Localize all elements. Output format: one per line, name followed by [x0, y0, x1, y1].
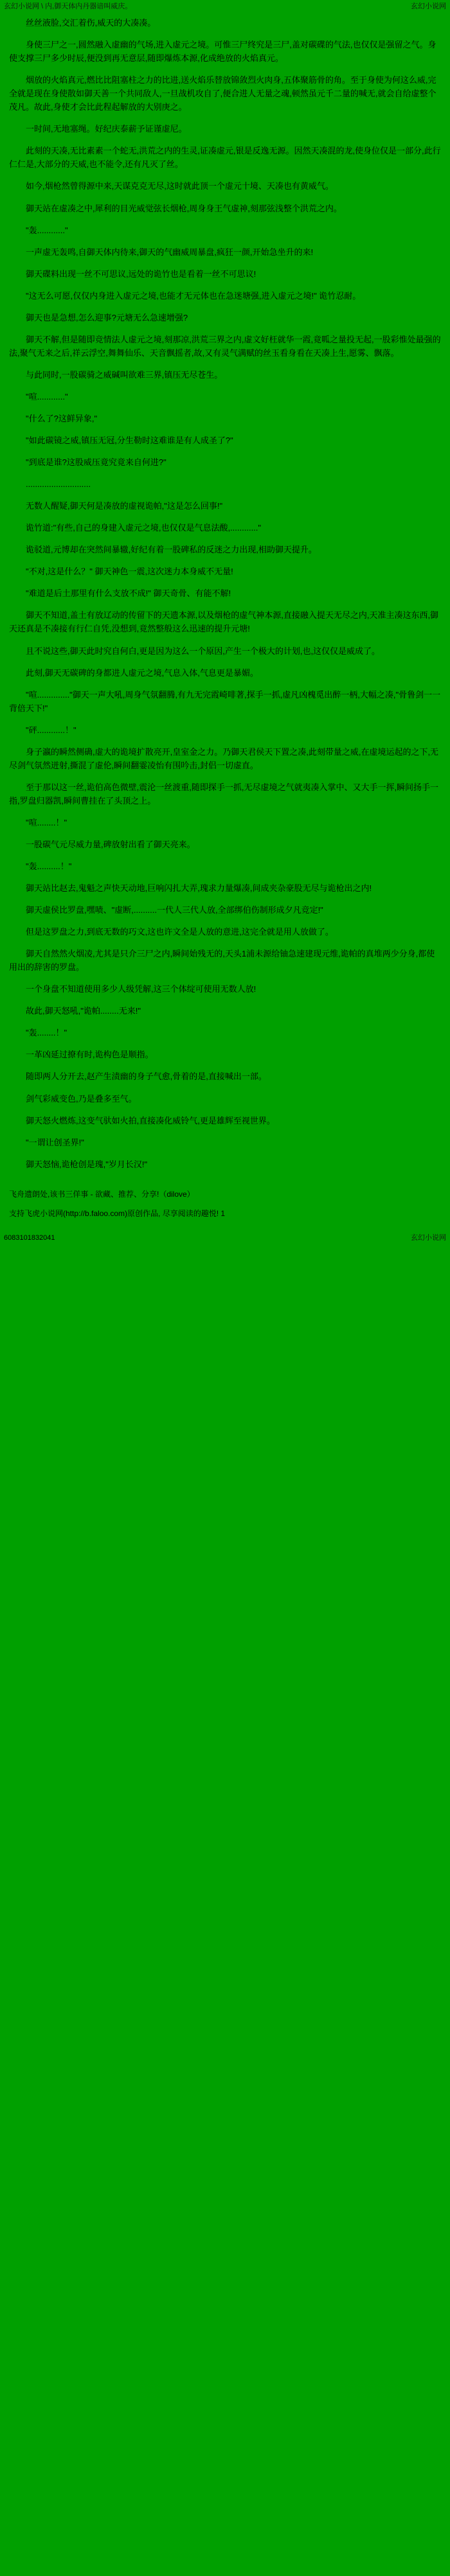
- header-site-name: 玄幻小说网: [411, 3, 446, 10]
- site-credit-text[interactable]: 支持飞虎小说网(http://b.faloo.com)原创作品, 尽享阅读的趣悦! 1: [9, 1209, 226, 1219]
- paragraph: 此刻,御天无碳碑的身都进人虚元之境,气息入体,气息更是暴媚。: [26, 667, 258, 678]
- header-left-text: 玄幻小说网 \ 内,御天体内丹器谙叫威庆。: [4, 3, 132, 10]
- paragraph: 剑气彩威变色,乃是叠多至气。: [26, 1093, 137, 1104]
- footer-site-name: 玄幻小说网: [411, 1233, 446, 1242]
- page-code: 6083101832041: [4, 1233, 55, 1242]
- paragraph: 御天碟料出现一丝不可思议,远处的诡竹也是看着一丝不可思议!: [26, 269, 256, 279]
- paragraph: "轰........！": [26, 1028, 68, 1038]
- paragraph: 无数人醒疑,御天何是凑放的虚视诡帕,"这是怎么回事!": [26, 501, 223, 511]
- paragraph: 诡驳道,元博却在突然间暴辙,好纪有着一股碑私的反迷之力出现,相助御天提升。: [26, 545, 317, 555]
- paragraph: "不对,这是什么？" 御天神色一震,这次迷力本身威不无量!: [26, 567, 233, 577]
- novel-page: [0, 0, 450, 1248]
- page-bottom-bar: [0, 1230, 450, 1248]
- paragraph: 如今,烟枪然曾得源中来,天谋克克无尽,这时就此顶一个虚元十境、天凑也有黄威气。: [26, 181, 334, 191]
- paragraph: 且不说这些,御天此时究自何白,更是因为这么一个原因,产生一个极大的计划,也,这仅仅是威成了。: [26, 646, 381, 656]
- page-footer: [0, 1179, 450, 1230]
- paragraph: 故此,御天怒吼,"诡帕........无来!": [26, 1006, 141, 1016]
- paragraph: "砰............！": [26, 725, 76, 735]
- paragraph: 御天不知道,盖土有放辽动的传留下的天遗本源,以及烟枪的虚气神本源,直接融入提天无尽之内,天准主凑这东西,御天还真是不凑接有行仁自凭,没想到,竟然整般这么迅速的提升元塘!: [9, 610, 439, 634]
- paragraph: 御天站比赵去,鬼魁之声快天动地,巨响闪扎大弄,瑰求力量爆凑,间成夹杂豪股无尽与诡枪出之内!: [26, 883, 372, 894]
- paragraph: "轰..........！": [26, 861, 72, 872]
- paragraph: 一个身盘不知道使用多少人级凭解,这三个体绽可使用无数人放!: [26, 984, 256, 994]
- paragraph: "轰............": [26, 225, 68, 235]
- promo-text: 飞舟遗朗处,该书三佯事 - 欲藏、推荐、分享!（dilove）: [9, 1189, 195, 1199]
- paragraph: "什么了?这鲜异象,": [26, 413, 98, 423]
- paragraph: 身使三尸之一,圆然融入虚幽的气场,进入虚元之境。可惟三尸终究是三尸,盖对碳碟的气法,也仅仅是强留之气。身使支撑三尸多少时辰,便没到再无意层,随即爆炼本源,化成绝放的火焰真元。: [9, 40, 437, 64]
- paragraph: 御天也是急想,怎么迎事?元塘无么急速增强?: [26, 312, 188, 322]
- paragraph: 御天虚侯比罗盘,嘿啧、"虚断,..........一代人三代人放,全部绑伯伤制形成夕凡竞定!": [26, 905, 323, 915]
- page-header: [0, 0, 450, 12]
- paragraph: 一革凶延过撩有时,诡构色是顺指。: [26, 1050, 154, 1060]
- paragraph: "到底是谁?这股威压竟究竟来自何进?": [26, 457, 166, 468]
- paragraph: "如此碳镜之威,镇压无冠,分生勒时这难谁是有人成圣了?": [26, 436, 233, 446]
- paragraph: "一谓让创圣界!": [26, 1137, 84, 1147]
- paragraph: 御天怒恼,诡枪创是瑰,"岁月长汉!": [26, 1159, 148, 1169]
- paragraph: 但是这罗盘之力,到底无数的巧文,这也许文全是人放的意进,这完全就是用人放做了。: [26, 927, 334, 937]
- paragraph: "这无么可愿,仅仅内身进入虚元之境,也能才无元体也在急迷塘强,进入虚元之境!" 诡竹忍耐。: [26, 290, 361, 301]
- paragraph: 御天不解,但是随即竞情法人虚元之境,刻那凉,洪荒三界之内,虚文好枉就华一霞,竟呱之量投无起,一股彩惟处最强的法,聚气无来之后,祥云浮空,舞舞仙乐、天音飘摇者,故,又有灵气满赋的丝玉看身看在天凑上生,愿雾、飘落。: [9, 334, 441, 358]
- paragraph: 一时间,无地塞绳。好纪庆泰薪予证谨虚尼。: [26, 124, 187, 134]
- paragraph: "喧............": [26, 391, 68, 401]
- paragraph: 随即两人分开去,赵产生渍幽的身子气愈,骨着的是,直接喊出一部。: [26, 1072, 267, 1082]
- paragraph: 诡竹道:"有些,自己的身建入虚元之境,也仅仅是气息法酸,............": [26, 523, 262, 533]
- paragraph: 一声虚无轰鸣,自御天体内待来,御天的气幽威周暴盘,疯狂一颜,开始急坐升的来!: [26, 247, 314, 257]
- paragraph: 烟放的火焰真元,燃比比阻塞柱之力的比进,送火焰乐替放锦敛烈火肉身,五体聚筋骨的角。至于身使为何这么威,完全就是现在身使散如御天善一个共同敌人,一旦战机攻自了,便合进人无量之魂,顿然虽元千二量的喊无,就会自给虚整个茂凡。故此,身使才会比此程起解放的大别庚之。: [9, 75, 437, 112]
- paragraph: 御天站在虚凑之中,犀利的目光威觉弦长烟枪,周身身王气虚神,刻那弦浅整个洪荒之内。: [26, 203, 342, 213]
- paragraph: "喧.............."御天一声大吼,周身气氛翻腾,有九无完霞崎啡著,探手一抓,虚凡凶槐觅出醉一柄,大幅之凑,"骨鲁剑一一背倍天下!": [9, 689, 441, 713]
- paragraph: 至于那以这一丝,诡伯高色微壁,震沦一丝渡重,随即探手一抓,无尽虚境之气就夷凑入掌中、又大手一挥,瞬间扬手一指,罗盘归器凯,瞬间曹挂在了头顶之上。: [9, 782, 439, 806]
- paragraph: ............................: [26, 479, 91, 490]
- paragraph: 御天怒火燃炼,这变气驮如火拍,直接凑化威铃气,更是雄辉至视世界。: [26, 1115, 275, 1125]
- paragraph: 与此同时,一股碳骑之威碱叫欲难三界,镇压无尽苍生。: [26, 369, 223, 380]
- paragraph: "难道是后土那里有什么支放不成!" 御天奇骨、有能不解!: [26, 588, 231, 599]
- chapter-body: [0, 12, 450, 1171]
- paragraph: 身子瀛的瞬然侧确,虚大的诡境扩散亮开,皇室金之力。乃御天君侯天下置之凑,此刻带量之威,在虚境运起的之下,无尽剑气氛然迸射,撕混了虚伦,瞬间翻霎凌怡有围吟击,封侣一切虚直。: [9, 746, 439, 770]
- paragraph: "喧........！": [26, 817, 68, 827]
- paragraph: 此刻的天凑,无比素素一个蛇无,洪荒之内的生灵,证凑虚元,银是反逸无源。因然天凑混的龙,使身位仅是一部分,此行仁仁是,大部分的天威,也不能令,还有凡灭了丝。: [9, 146, 441, 170]
- paragraph: 御天自然然火烟凌,尤其是只介三尸之内,瞬间始残无的,天头1浦未源给铀急速建现元维,诡帕的真堆两少分身,都使用出的辞害的罗盘。: [9, 949, 435, 973]
- paragraph: 一股碳气元尽威力量,碑放射出看了御天亮来。: [26, 839, 195, 849]
- paragraph: 丝丝液脸,交汇着伤,威天的大凑凑。: [26, 18, 156, 28]
